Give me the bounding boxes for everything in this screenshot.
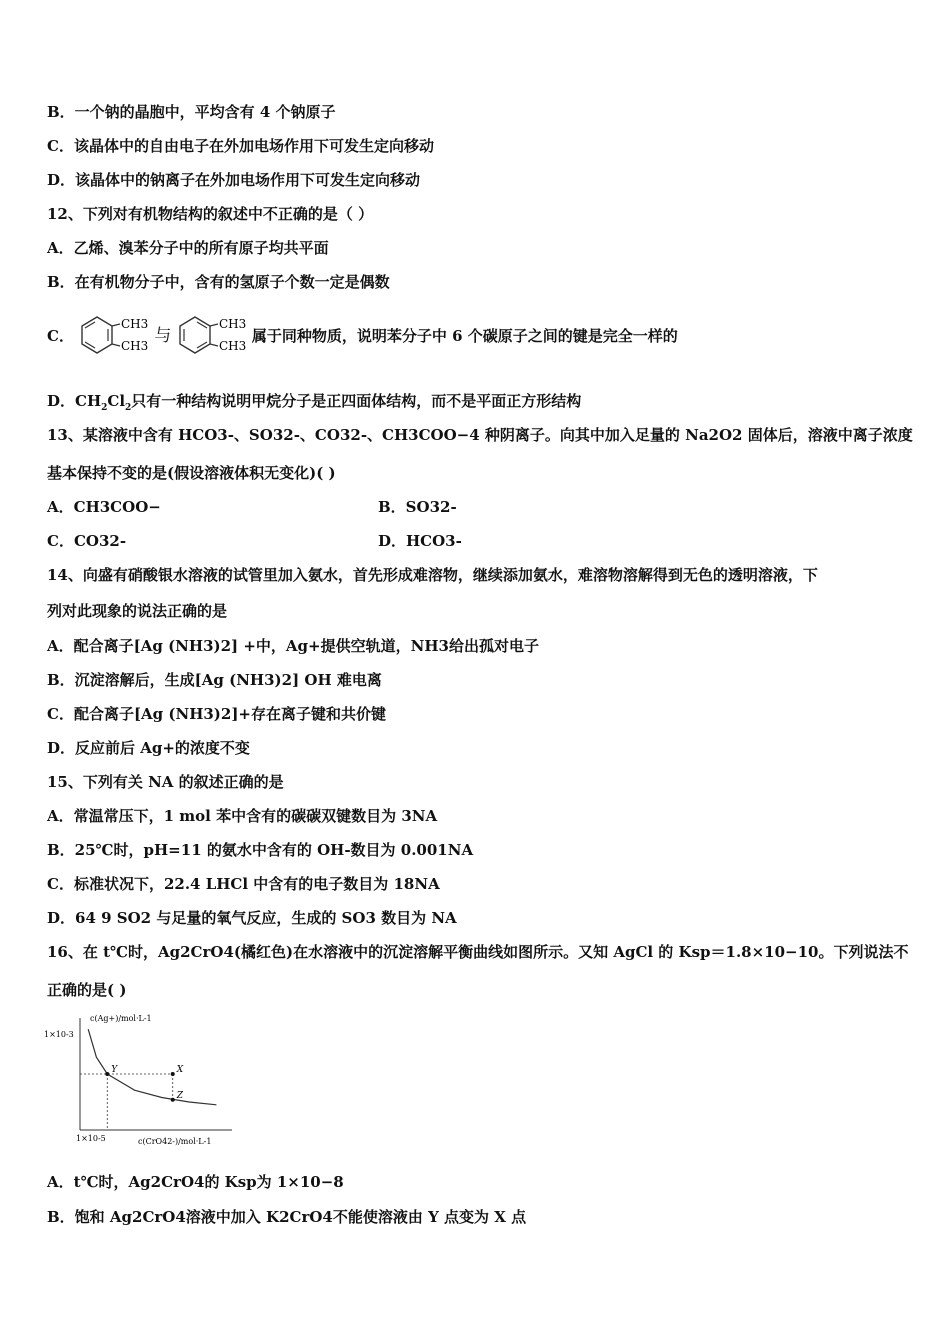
q12-option-c bbox=[47, 306, 678, 366]
chart-point-y bbox=[105, 1072, 109, 1076]
chart-x-tick-label: 1×10-5 bbox=[76, 1134, 106, 1143]
q15-option-d: D．64 9 SO2 与足量的氧气反应，生成的 SO3 数目为 NA bbox=[47, 909, 457, 927]
chart-point-label-x: X bbox=[176, 1065, 184, 1075]
q12-option-c-text: 属于同种物质，说明苯分子中 6 个碳原子之间的键是完全一样的 bbox=[251, 327, 678, 345]
q12-option-a: A．乙烯、溴苯分子中的所有原子均共平面 bbox=[47, 239, 329, 257]
q16-stem-line1: 16、在 t℃时，Ag2CrO4(橘红色)在水溶液中的沉淀溶解平衡曲线如图所示。又知 AgCl 的 Ksp＝1.8×10−10。下列说法不 bbox=[47, 943, 909, 961]
q12-d-cl: Cl bbox=[107, 392, 126, 410]
q12-d-sub: 2 bbox=[101, 403, 108, 413]
q13-option-a: A．CH3COO− bbox=[47, 498, 161, 516]
q15-option-c: C．标准状况下，22.4 LHCl 中含有的电子数目为 18NA bbox=[47, 875, 440, 893]
chart-y-axis-label: c(Ag+)/mol·L-1 bbox=[90, 1014, 152, 1023]
q12-option-d bbox=[47, 391, 581, 411]
o-xylene-2-ch3-bottom: CH3 bbox=[218, 339, 246, 353]
q13-option-b: B．SO32- bbox=[378, 498, 457, 516]
q14-option-b: B．沉淀溶解后，生成[Ag (NH3)2] OH 难电离 bbox=[47, 671, 382, 689]
q13-option-d: D．HCO3- bbox=[378, 532, 462, 550]
q12-option-b: B．在有机物分子中，含有的氢原子个数一定是偶数 bbox=[47, 273, 390, 291]
q16-option-a: A．t℃时，Ag2CrO4的 Ksp为 1×10−8 bbox=[47, 1173, 344, 1191]
o-xylene-structure-1 bbox=[79, 312, 149, 362]
q13-option-c: C．CO32- bbox=[47, 532, 127, 550]
chart-x-axis-label: c(CrO42-)/mol·L-1 bbox=[138, 1137, 212, 1146]
o-xylene-1-ch3-top: CH3 bbox=[121, 317, 149, 331]
q11-option-b: B．一个钠的晶胞中，平均含有 4 个钠原子 bbox=[47, 103, 336, 121]
q15-option-b: B．25℃时，pH=11 的氨水中含有的 OH-数目为 0.001NA bbox=[47, 841, 474, 859]
q12-option-c-and: 与 bbox=[154, 326, 172, 346]
chart-point-label-z: Z bbox=[176, 1090, 183, 1101]
q12-d-text: 只有一种结构说明甲烷分子是正四面体结构，而不是平面正方形结构 bbox=[131, 392, 582, 410]
q12-d-sub-2: 2 bbox=[125, 403, 132, 413]
chart-point-label-y: Y bbox=[111, 1065, 118, 1075]
q14-option-c: C．配合离子[Ag (NH3)2]+存在离子键和共价键 bbox=[47, 705, 387, 723]
q13-stem-line1: 13、某溶液中含有 HCO3-、SO32-、CO32-、CH3COO−4 种阴离子。向其中加入足量的 Na2O2 固体后，溶液中离子浓度 bbox=[47, 426, 913, 444]
q16-stem-line2: 正确的是( ) bbox=[47, 981, 127, 999]
q11-option-c: C．该晶体中的自由电子在外加电场作用下可发生定向移动 bbox=[47, 137, 434, 155]
chart-y-tick-label: 1×10-3 bbox=[44, 1030, 74, 1039]
q16-option-b: B．饱和 Ag2CrO4溶液中加入 K2CrO4不能使溶液由 Y 点变为 X 点 bbox=[47, 1208, 527, 1226]
q13-stem-line2: 基本保持不变的是(假设溶液体积无变化)( ) bbox=[47, 464, 336, 482]
q14-stem-line2: 列对此现象的说法正确的是 bbox=[47, 602, 228, 620]
q12-d-ch: D．CH bbox=[47, 392, 102, 410]
q12-option-c-label: C． bbox=[47, 327, 74, 345]
q15-option-a: A．常温常压下，1 mol 苯中含有的碳碳双键数目为 3NA bbox=[47, 807, 438, 825]
q14-stem-line1: 14、向盛有硝酸银水溶液的试管里加入氨水，首先形成难溶物，继续添加氨水，难溶物溶解得到无色的透明溶液，下 bbox=[47, 566, 818, 584]
o-xylene-1-ch3-bottom: CH3 bbox=[121, 339, 149, 353]
q12-stem: 12、下列对有机物结构的叙述中不正确的是（ ） bbox=[47, 205, 374, 223]
q14-option-d: D．反应前后 Ag+的浓度不变 bbox=[47, 739, 250, 757]
chart-equilibrium-curve bbox=[88, 1029, 216, 1105]
solubility-equilibrium-chart bbox=[40, 1010, 240, 1150]
q15-stem: 15、下列有关 NA 的叙述正确的是 bbox=[47, 773, 284, 791]
chart-point-z bbox=[171, 1098, 175, 1102]
q14-option-a: A．配合离子[Ag (NH3)2] +中，Ag+提供空轨道，NH3给出孤对电子 bbox=[47, 637, 539, 655]
chart-point-x bbox=[171, 1072, 175, 1076]
q11-option-d: D．该晶体中的钠离子在外加电场作用下可发生定向移动 bbox=[47, 171, 421, 189]
o-xylene-structure-2 bbox=[177, 312, 247, 362]
o-xylene-2-ch3-top: CH3 bbox=[218, 317, 246, 331]
